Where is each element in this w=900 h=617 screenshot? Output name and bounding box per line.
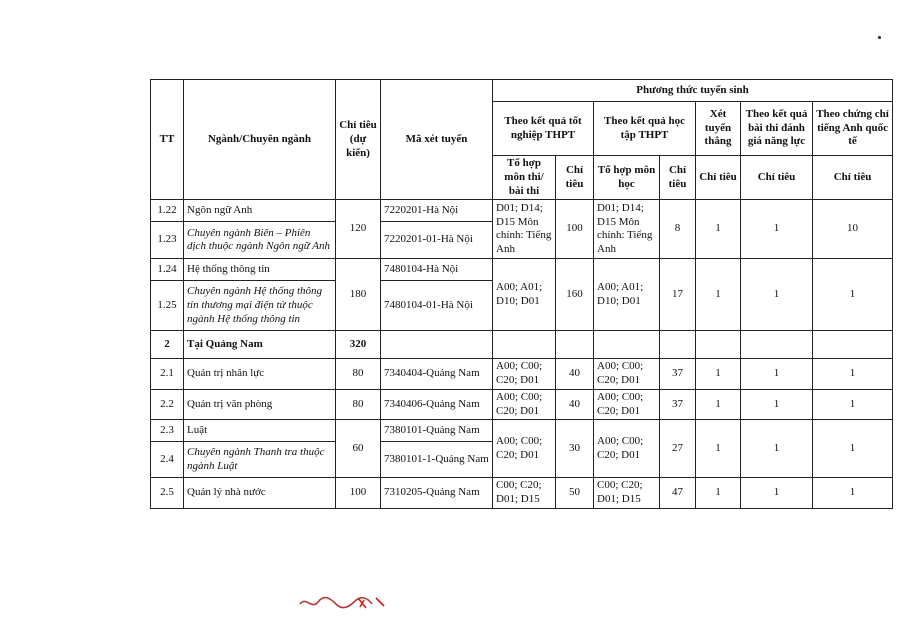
row-quota-aptitude: 1 bbox=[741, 420, 813, 478]
row-quota-transcript: 27 bbox=[660, 420, 696, 478]
row-quota-transcript: 37 bbox=[660, 389, 696, 420]
row-quota-english: 10 bbox=[813, 200, 893, 259]
header-method-english: Theo chứng chỉ tiếng Anh quốc tế bbox=[813, 102, 893, 156]
row-quota-transcript: 8 bbox=[660, 200, 696, 259]
row-code: 7340406-Quảng Nam bbox=[381, 389, 493, 420]
row-major: Quản trị nhân lực bbox=[184, 359, 336, 390]
row-code: 7480104-01-Hà Nội bbox=[381, 281, 493, 331]
subheader-combo: Tổ hợp môn thi/ bài thi bbox=[493, 156, 556, 200]
row-combo-transcript: C00; C20; D01; D15 bbox=[594, 478, 660, 509]
row-tt: 2.5 bbox=[151, 478, 184, 509]
row-major: Quản lý nhà nước bbox=[184, 478, 336, 509]
row-quota: 80 bbox=[336, 389, 381, 420]
header-methods: Phương thức tuyển sinh bbox=[493, 80, 893, 102]
row-quota-transcript: 17 bbox=[660, 259, 696, 331]
row-major: Hệ thống thông tin bbox=[184, 259, 336, 281]
row-quota-direct: 1 bbox=[696, 389, 741, 420]
row-major: Luật bbox=[184, 420, 336, 442]
signature-mark bbox=[296, 592, 388, 612]
row-quota-english: 1 bbox=[813, 478, 893, 509]
table-row bbox=[151, 259, 893, 281]
row-code: 7340404-Quảng Nam bbox=[381, 359, 493, 390]
row-code: 7480104-Hà Nội bbox=[381, 259, 493, 281]
row-quota-exam: 160 bbox=[556, 259, 594, 331]
row-quota-aptitude: 1 bbox=[741, 259, 813, 331]
section-quota: 320 bbox=[336, 331, 381, 359]
table-row bbox=[151, 420, 893, 442]
row-combo-exam: C00; C20; D01; D15 bbox=[493, 478, 556, 509]
row-quota-english: 1 bbox=[813, 259, 893, 331]
row-quota-english: 1 bbox=[813, 420, 893, 478]
subheader-quota: Chỉ tiêu bbox=[696, 156, 741, 200]
row-combo-transcript: D01; D14; D15 Môn chính: Tiếng Anh bbox=[594, 200, 660, 259]
row-major: Chuyên ngành Thanh tra thuộc ngành Luật bbox=[184, 442, 336, 478]
row-quota-aptitude: 1 bbox=[741, 478, 813, 509]
row-tt: 2.4 bbox=[151, 442, 184, 478]
header-tt: TT bbox=[151, 80, 184, 200]
row-quota-exam: 50 bbox=[556, 478, 594, 509]
subheader-quota: Chỉ tiêu bbox=[556, 156, 594, 200]
row-combo-exam: A00; C00; C20; D01 bbox=[493, 359, 556, 390]
row-tt: 2.1 bbox=[151, 359, 184, 390]
row-quota-aptitude: 1 bbox=[741, 200, 813, 259]
header-quota: Chỉ tiêu (dự kiến) bbox=[336, 80, 381, 200]
row-combo-exam: A00; C00; C20; D01 bbox=[493, 389, 556, 420]
row-combo-transcript: A00; C00; C20; D01 bbox=[594, 389, 660, 420]
row-quota-direct: 1 bbox=[696, 420, 741, 478]
row-tt: 2.3 bbox=[151, 420, 184, 442]
row-major: Chuyên ngành Biên – Phiên dịch thuộc ngành Ngôn ngữ Anh bbox=[184, 222, 336, 259]
section-title: Tại Quảng Nam bbox=[184, 331, 336, 359]
row-major: Quản trị văn phòng bbox=[184, 389, 336, 420]
row-tt: 1.23 bbox=[151, 222, 184, 259]
row-quota-direct: 1 bbox=[696, 359, 741, 390]
row-quota-direct: 1 bbox=[696, 478, 741, 509]
table-row bbox=[151, 359, 893, 390]
row-combo-transcript: A00; C00; C20; D01 bbox=[594, 359, 660, 390]
header-method-direct: Xét tuyển thẳng bbox=[696, 102, 741, 156]
header-method-aptitude: Theo kết quả bài thi đánh giá năng lực bbox=[741, 102, 813, 156]
table-row bbox=[151, 389, 893, 420]
row-code: 7220201-01-Hà Nội bbox=[381, 222, 493, 259]
header-major: Ngành/Chuyên ngành bbox=[184, 80, 336, 200]
table-row bbox=[151, 200, 893, 222]
row-code: 7220201-Hà Nội bbox=[381, 200, 493, 222]
row-combo-exam: A00; A01; D10; D01 bbox=[493, 259, 556, 331]
subheader-quota: Chỉ tiêu bbox=[813, 156, 893, 200]
row-quota-aptitude: 1 bbox=[741, 389, 813, 420]
row-quota-transcript: 47 bbox=[660, 478, 696, 509]
header-code: Mã xét tuyển bbox=[381, 80, 493, 200]
section-tt: 2 bbox=[151, 331, 184, 359]
subheader-quota: Chỉ tiêu bbox=[660, 156, 696, 200]
admissions-table bbox=[150, 79, 893, 509]
row-quota-exam: 100 bbox=[556, 200, 594, 259]
subheader-quota: Chỉ tiêu bbox=[741, 156, 813, 200]
subheader-combo: Tổ hợp môn học bbox=[594, 156, 660, 200]
row-quota-direct: 1 bbox=[696, 259, 741, 331]
row-tt: 2.2 bbox=[151, 389, 184, 420]
row-tt: 1.24 bbox=[151, 259, 184, 281]
row-quota: 180 bbox=[336, 259, 381, 331]
row-quota-exam: 30 bbox=[556, 420, 594, 478]
table-row bbox=[151, 478, 893, 509]
row-quota: 80 bbox=[336, 359, 381, 390]
row-combo-transcript: A00; A01; D10; D01 bbox=[594, 259, 660, 331]
row-quota: 60 bbox=[336, 420, 381, 478]
row-quota-aptitude: 1 bbox=[741, 359, 813, 390]
row-quota-exam: 40 bbox=[556, 389, 594, 420]
row-quota-exam: 40 bbox=[556, 359, 594, 390]
row-quota: 120 bbox=[336, 200, 381, 259]
row-combo-transcript: A00; C00; C20; D01 bbox=[594, 420, 660, 478]
row-tt: 1.25 bbox=[151, 281, 184, 331]
scan-speck bbox=[878, 36, 881, 39]
row-combo-exam: A00; C00; C20; D01 bbox=[493, 420, 556, 478]
row-code: 7310205-Quảng Nam bbox=[381, 478, 493, 509]
row-combo-exam: D01; D14; D15 Môn chính: Tiếng Anh bbox=[493, 200, 556, 259]
row-quota-direct: 1 bbox=[696, 200, 741, 259]
row-quota-transcript: 37 bbox=[660, 359, 696, 390]
row-major: Chuyên ngành Hệ thống thông tin thương mại điện tử thuộc ngành Hệ thống thông tin bbox=[184, 281, 336, 331]
row-major: Ngôn ngữ Anh bbox=[184, 200, 336, 222]
row-tt: 1.22 bbox=[151, 200, 184, 222]
row-quota-english: 1 bbox=[813, 389, 893, 420]
row-quota-english: 1 bbox=[813, 359, 893, 390]
header-method-exam: Theo kết quả tốt nghiệp THPT bbox=[493, 102, 594, 156]
header-method-transcript: Theo kết quả học tập THPT bbox=[594, 102, 696, 156]
row-code: 7380101-1-Quảng Nam bbox=[381, 442, 493, 478]
row-code: 7380101-Quảng Nam bbox=[381, 420, 493, 442]
section-row bbox=[151, 331, 893, 359]
row-quota: 100 bbox=[336, 478, 381, 509]
